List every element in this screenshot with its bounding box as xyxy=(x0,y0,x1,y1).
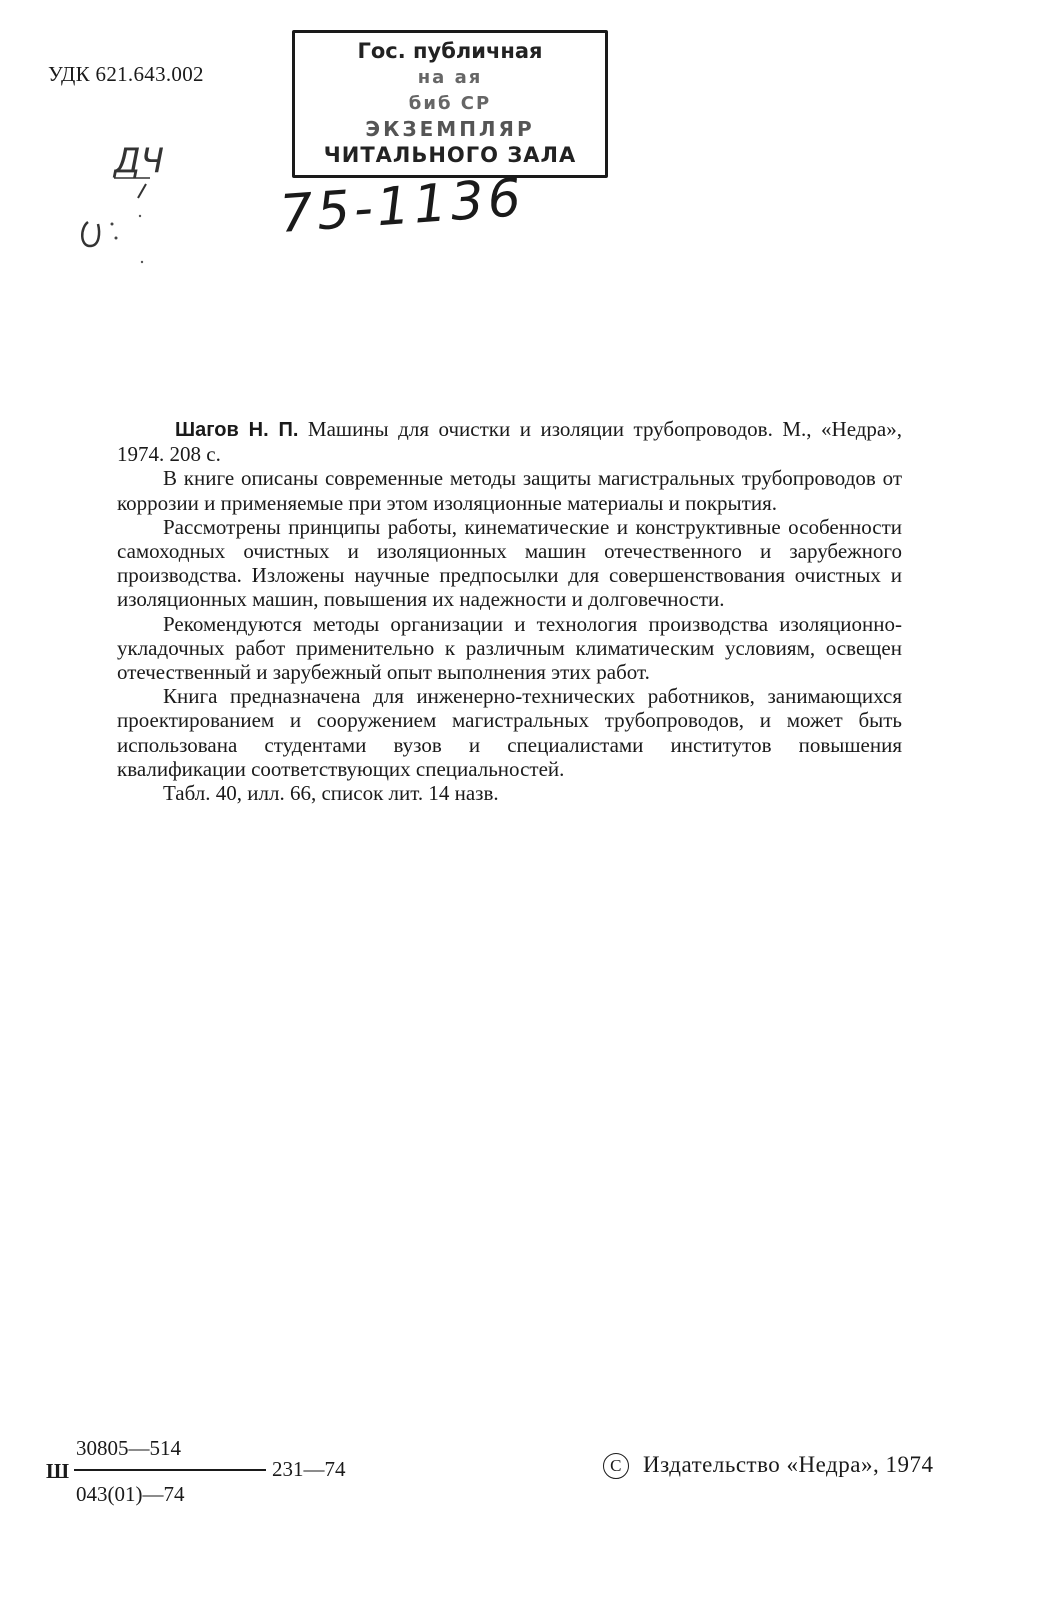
margin-note: ДЧ xyxy=(114,141,164,181)
udk-code: УДК 621.643.002 xyxy=(48,62,204,86)
fraction-bar xyxy=(74,1469,266,1471)
copyright-text: Издательство «Недра», 1974 xyxy=(643,1452,934,1477)
publisher-index-code xyxy=(46,1436,366,1526)
author-name: Шагов Н. П. xyxy=(175,419,299,441)
bibliographic-reference xyxy=(117,417,902,466)
stamp-line: ЧИТАЛЬНОГО ЗАЛА xyxy=(323,143,577,167)
copyright-notice xyxy=(603,1452,933,1479)
index-denominator: 043(01)—74 xyxy=(76,1482,185,1506)
abstract-paragraph: В книге описаны современные методы защиты магистральных трубопроводов от коррозии и применяемые при этом изоляционные материалы и покрытия. xyxy=(117,466,902,515)
library-stamp xyxy=(292,30,608,178)
handwritten-inventory-number: 75-1136 xyxy=(277,167,527,245)
index-prefix: Ш xyxy=(46,1459,70,1483)
abstract-paragraph: Табл. 40, илл. 66, список лит. 14 назв. xyxy=(163,781,499,806)
index-suffix: 231—74 xyxy=(272,1457,346,1481)
stamp-line: ЭКЗЕМПЛЯР xyxy=(365,117,535,141)
annotation-block xyxy=(117,417,902,805)
abstract-paragraph: Рекомендуются методы организации и технология производства изоляционно-укладочных работ применительно к различным климатическим условиям, освещен отечественный и зарубежный опыт выполнения этих работ. xyxy=(117,611,902,685)
abstract-paragraph: Рассмотрены принципы работы, кинематические и конструктивные особенности самоходных очистных и изоляционных машин отечественного и зарубежного производства. Изложены научные предпосылки для совершенствования очистных и изоляционных машин, повышения их надежности и долговечности. xyxy=(117,514,902,612)
stamp-line: биб СР xyxy=(408,93,492,114)
abstract-paragraph: Книга предназначена для инженерно-технических работников, занимающихся проектированием и сооружением магистральных трубопроводов, и может быть использована студентами вузов и специалистами институтов повышения квалификации соответствующих специальностей. xyxy=(117,684,902,781)
stamp-line: на ая xyxy=(417,67,483,88)
index-numerator: 30805—514 xyxy=(76,1436,181,1460)
stamp-line: Гос. публичная xyxy=(357,39,543,63)
copyright-icon: C xyxy=(603,1453,629,1479)
handwritten-margin-mark xyxy=(70,120,180,280)
reference-details: Машины для очистки и изоляции трубопроводов. М., «Недра», 1974. 208 с. xyxy=(117,417,903,467)
